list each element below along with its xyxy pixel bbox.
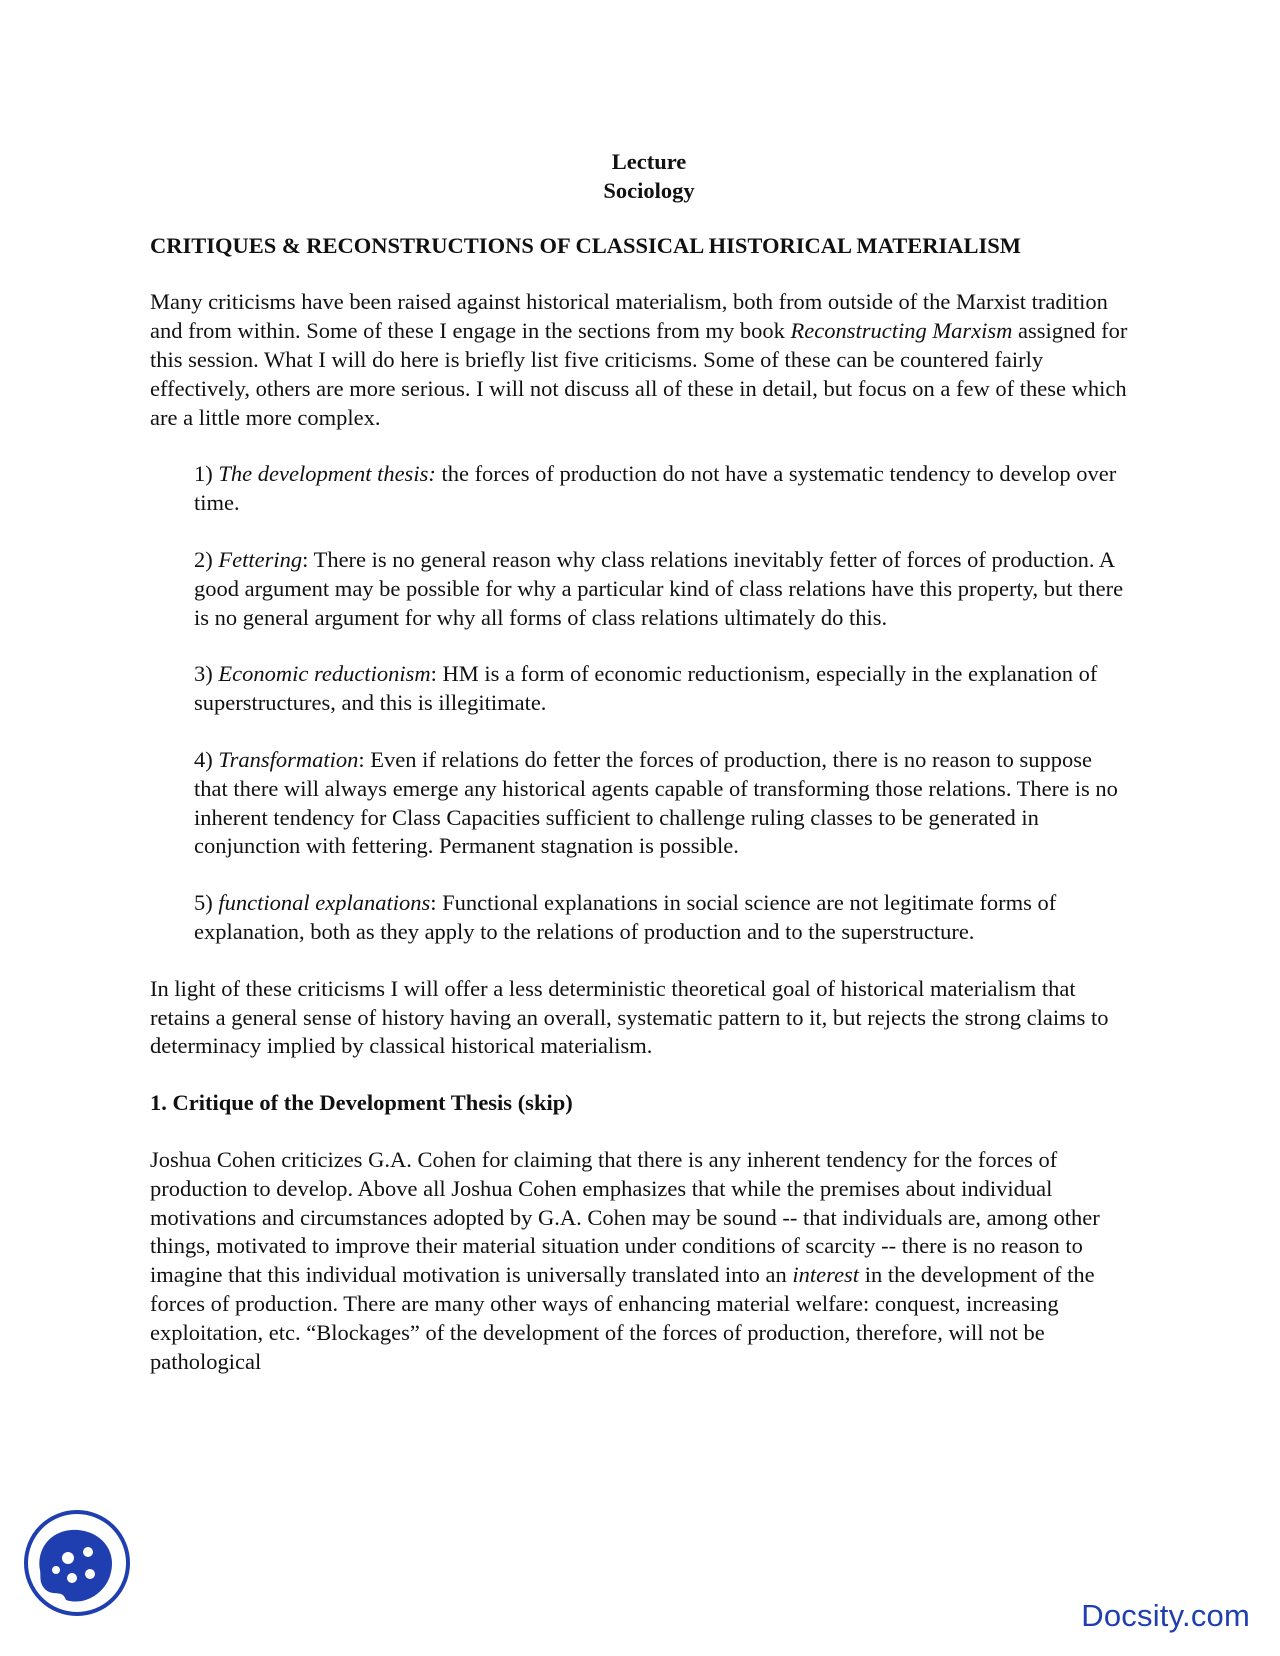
- criticism-text: the forces of production do not have a systematic tendency to develop over time.: [194, 461, 1117, 516]
- criticism-term: functional explanations: [218, 890, 431, 916]
- criticism-number: 2): [194, 546, 219, 572]
- criticism-text: : Even if relations do fetter the forces of production, there is no reason to suppose that there will always emerge any historical agents capable of transforming those relations. There is no inherent tendency for Class Capacities sufficient to challenge ruling classes to be generated in conjunction with fettering. Permanent stagnation is possible.: [194, 746, 1118, 859]
- header-line-sociology: Sociology: [603, 177, 695, 203]
- criticism-text: : There is no general reason why class relations inevitably fetter of forces of production. A good argument may be possible for why a particular kind of class relations have this property, but there is no general argument for why all forms of class relations ultimately do this.: [194, 546, 1124, 630]
- docsity-logo-icon: [22, 1508, 132, 1618]
- conclusion-paragraph: In light of these criticisms I will offer a less deterministic theoretical goal of historical materialism that retains a general sense of history having an overall, systematic pattern to it, but rejects the strong claims to determinacy implied by classical historical materialism.: [150, 975, 1109, 1059]
- criticism-item-2: [150, 546, 1130, 632]
- criticism-text: : Functional explanations in social science are not legitimate forms of explanation, both as they apply to the relations of production and to the superstructure.: [194, 890, 1057, 944]
- criticism-item-4: [150, 746, 1130, 861]
- section-emphasis: interest: [792, 1262, 860, 1288]
- document-title: CRITIQUES & RECONSTRUCTIONS OF CLASSICAL HISTORICAL MATERIALISM: [150, 232, 1022, 258]
- section-text-1: Joshua Cohen criticizes G.A. Cohen for claiming that there is any inherent tendency for the forces of production to develop. Above all Joshua Cohen emphasizes that while the premises about individual motivations and circumstances adopted by G.A. Cohen may be sound -- that individuals are, among other things, motivated to improve their material situation under conditions of scarcity -- there is no reason to imagine that this individual motivation is universally translated into an: [150, 1146, 1100, 1288]
- intro-paragraph: [150, 288, 1130, 432]
- criticism-item-1: [150, 460, 1130, 518]
- section-text-2: in the development of the forces of production. There are many other ways of enhancing material welfare: conquest, increasing exploitation, etc. “Blockages” of the development of the forces of production, therefore, will not be pathological: [150, 1262, 1095, 1374]
- docsity-brand-link[interactable]: Docsity.com: [1081, 1598, 1250, 1633]
- criticism-number: 3): [194, 661, 219, 687]
- criticism-item-3: [150, 660, 1130, 718]
- criticism-number: 5): [194, 890, 219, 916]
- section-heading: 1. Critique of the Development Thesis (skip): [150, 1090, 573, 1116]
- document-body: [150, 148, 1130, 1376]
- criticism-number: 4): [194, 746, 219, 772]
- criticism-item-5: [150, 889, 1130, 947]
- criticism-number: 1): [194, 461, 219, 487]
- intro-text-2: assigned for this session. What I will do here is briefly list five criticisms. Some of these can be countered fairly effectively, others are more serious. I will not discuss all of these in detail, but focus on a few of these which are a little more complex.: [150, 318, 1128, 430]
- book-title: Reconstructing Marxism: [790, 318, 1013, 344]
- header-line-lecture: Lecture: [611, 149, 687, 174]
- section-paragraph: [150, 1146, 1130, 1376]
- criticism-term: Economic reductionism: [218, 661, 431, 687]
- criticism-term: Fettering: [218, 546, 303, 572]
- criticism-term: Transformation: [218, 746, 359, 772]
- criticism-term: The development thesis:: [218, 461, 436, 487]
- intro-text-1: Many criticisms have been raised against historical materialism, both from outside of the Marxist tradition and from within. Some of these I engage in the sections from my book: [150, 289, 1108, 344]
- criticism-text: : HM is a form of economic reductionism, especially in the explanation of superstructures, and this is illegitimate.: [194, 661, 1098, 716]
